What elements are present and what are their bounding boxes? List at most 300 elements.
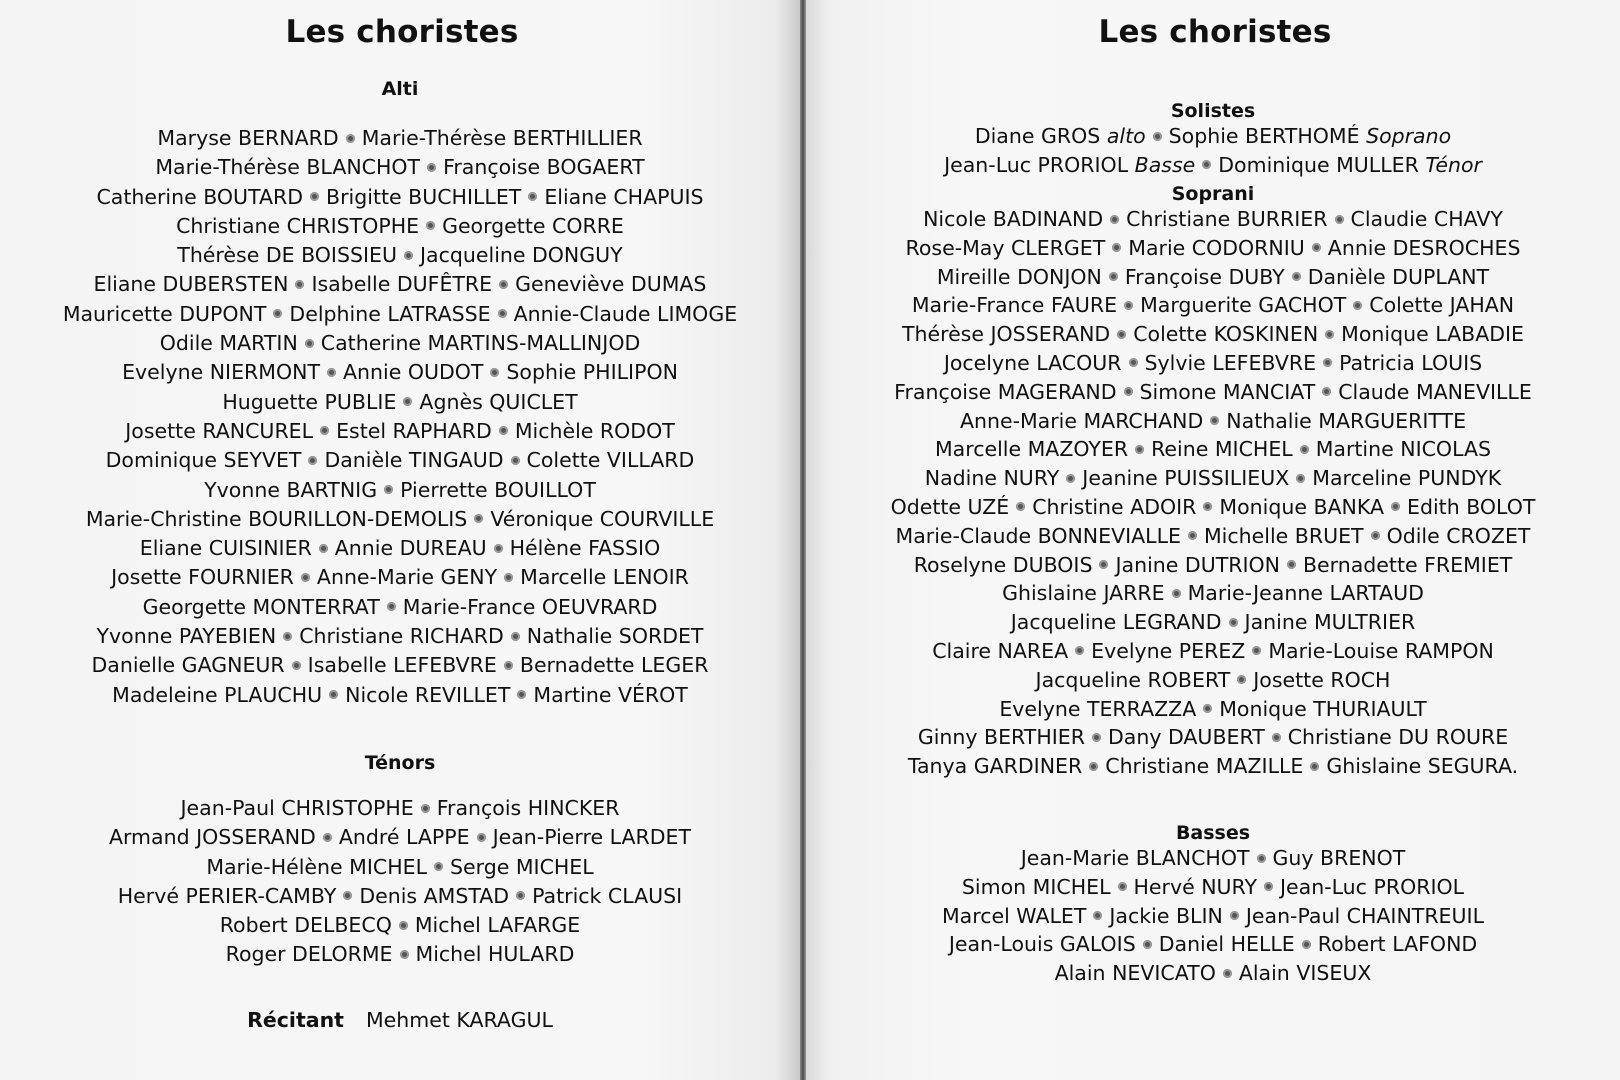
alti-list [0, 124, 800, 710]
singer-name: Hélène FASSIO [509, 536, 661, 561]
name-line [806, 959, 1620, 988]
singer-name: Marie-Thérèse BLANCHOT [155, 155, 421, 180]
name-line [806, 930, 1620, 959]
singer-name: Eliane CUISINIER [139, 536, 312, 561]
right-page-title: Les choristes [1098, 14, 1332, 50]
singer-name: Isabelle LEFEBVRE [307, 653, 497, 678]
name-line [806, 151, 1620, 180]
name-line [0, 417, 800, 446]
singer-name: Mauricette DUPONT [62, 301, 267, 326]
bullet-separator-icon [499, 426, 508, 435]
singer-name: Janine MULTRIER [1244, 610, 1416, 635]
singer-name: Thérèse DE BOISSIEU [177, 243, 397, 268]
name-line [806, 263, 1620, 292]
singer-name: Martine VÉROT [533, 682, 688, 707]
bullet-separator-icon [1371, 531, 1380, 540]
bullet-separator-icon [403, 397, 412, 406]
name-line [0, 388, 800, 417]
bullet-separator-icon [1203, 502, 1212, 511]
singer-name: Janine DUTRION [1115, 552, 1280, 577]
voice-role: Basse [1134, 152, 1196, 177]
singer-name: Annie OUDOT [342, 360, 484, 385]
bullet-separator-icon [494, 544, 503, 553]
bullet-separator-icon [308, 456, 317, 465]
bullet-separator-icon [387, 602, 396, 611]
name-line [0, 270, 800, 299]
name-line [0, 651, 800, 680]
name-line [0, 124, 800, 153]
bullet-separator-icon [517, 690, 526, 699]
soprani-section [806, 183, 1620, 781]
singer-name: Odile CROZET [1386, 523, 1531, 548]
bullet-separator-icon [426, 221, 435, 230]
basses-section [806, 822, 1620, 988]
bullet-separator-icon [1292, 272, 1301, 281]
name-line [0, 593, 800, 622]
singer-name: Françoise DUBY [1124, 264, 1285, 289]
name-line [0, 882, 800, 911]
name-line [0, 794, 800, 823]
bullet-separator-icon [400, 950, 409, 959]
singer-name: Evelyne PEREZ [1091, 638, 1246, 663]
singer-name: Christiane CHRISTOPHE [176, 213, 420, 238]
bullet-separator-icon [427, 163, 436, 172]
singer-name: Denis AMSTAD [359, 883, 510, 908]
name-line [0, 241, 800, 270]
singer-name: Claire NAREA [932, 638, 1069, 663]
singer-name: Alain NEVICATO [1054, 961, 1216, 986]
bullet-separator-icon [1323, 358, 1332, 367]
singer-name: Danielle GAGNEUR [91, 653, 285, 678]
name-line [806, 378, 1620, 407]
singer-name: Evelyne TERRAZZA [999, 696, 1197, 721]
singer-name: Annie-Claude LIMOGE [513, 301, 738, 326]
singer-name: Jean-Paul CHAINTREUIL [1245, 903, 1484, 928]
singer-name: Simone MANCIAT [1139, 379, 1316, 404]
singer-name: Marcel WALET [941, 903, 1087, 928]
singer-name: Jacqueline DONGUY [420, 243, 623, 268]
bullet-separator-icon [384, 485, 393, 494]
singer-name: Josette ROCH [1253, 667, 1391, 692]
bullet-separator-icon [404, 251, 413, 260]
singer-name: Jocelyne LACOUR [943, 350, 1122, 375]
bullet-separator-icon [346, 134, 355, 143]
bullet-separator-icon [1391, 502, 1400, 511]
name-line [806, 407, 1620, 436]
singer-name: Christiane DU ROURE [1287, 725, 1509, 750]
singer-name: Nathalie SORDET [526, 624, 704, 649]
bullet-separator-icon [292, 661, 301, 670]
singer-name: Nicole BADINAND [923, 207, 1104, 231]
bullet-separator-icon [305, 339, 314, 348]
bullet-separator-icon [320, 426, 329, 435]
singer-name: Colette KOSKINEN [1133, 322, 1319, 347]
name-line [806, 666, 1620, 695]
bullet-separator-icon [399, 921, 408, 930]
singer-name: Marie CODORNIU [1128, 235, 1305, 260]
voice-role: Ténor [1425, 152, 1482, 177]
singer-name: André LAPPE [338, 825, 470, 850]
singer-name: Roger DELORME [225, 942, 393, 967]
solistes-section [806, 100, 1620, 180]
name-line [0, 446, 800, 475]
name-line [806, 291, 1620, 320]
singer-name: Jean-Louis GALOIS [948, 932, 1136, 957]
name-line [0, 153, 800, 182]
singer-name: Hervé PERIER-CAMBY [117, 883, 337, 908]
singer-name: Jacqueline ROBERT [1035, 667, 1231, 692]
name-line [0, 183, 800, 212]
singer-name: Armand JOSSERAND [108, 825, 316, 850]
singer-name: Sylvie LEFEBVRE [1144, 350, 1317, 375]
singer-name: Marguerite GACHOT [1140, 293, 1347, 318]
bullet-separator-icon [1223, 969, 1232, 978]
name-line [806, 493, 1620, 522]
singer-name: Marcelle MAZOYER [934, 437, 1129, 462]
name-line [0, 563, 800, 592]
bullet-separator-icon [319, 544, 328, 553]
bullet-separator-icon [516, 891, 525, 900]
singer-name: Sophie PHILIPON [506, 360, 678, 385]
singer-name: Simon MICHEL [961, 874, 1111, 899]
bullet-separator-icon [1202, 160, 1211, 169]
singer-name: Thérèse JOSSERAND [901, 322, 1111, 347]
bullet-separator-icon [1118, 882, 1127, 891]
singer-name: Michel HULARD [415, 942, 575, 967]
singer-name: Mireille DONJON [936, 264, 1102, 289]
bullet-separator-icon [1135, 445, 1144, 454]
soprani-heading: Soprani [1171, 183, 1255, 205]
bullet-separator-icon [1110, 215, 1119, 224]
name-line [806, 551, 1620, 580]
name-line [806, 695, 1620, 724]
bullet-separator-icon [1252, 646, 1261, 655]
singer-name: Dominique MULLER [1218, 152, 1419, 177]
singer-name: Diane GROS [974, 124, 1101, 148]
singer-name: Georgette CORRE [442, 213, 624, 238]
singer-name: Colette JAHAN [1369, 293, 1515, 318]
singer-name: Josette FOURNIER [111, 565, 294, 590]
singer-name: Yvonne BARTNIG [204, 477, 378, 502]
bullet-separator-icon [1310, 762, 1319, 771]
singer-name: Eliane DUBERSTEN [93, 272, 289, 297]
name-line [0, 534, 800, 563]
singer-name: Alain VISEUX [1238, 961, 1372, 986]
name-line [0, 622, 800, 651]
voice-role: Soprano [1366, 124, 1452, 148]
singer-name: François HINCKER [436, 796, 620, 820]
bullet-separator-icon [434, 862, 443, 871]
singer-name: Catherine BOUTARD [96, 184, 304, 209]
singer-name: Jean-Luc PRORIOL [1280, 874, 1465, 899]
bullet-separator-icon [1129, 358, 1138, 367]
bullet-separator-icon [343, 891, 352, 900]
alti-section [0, 78, 800, 710]
name-line [806, 349, 1620, 378]
singer-name: Danièle TINGAUD [324, 448, 504, 473]
singer-name: Delphine LATRASSE [289, 301, 491, 326]
solistes-heading: Solistes [1170, 100, 1256, 122]
singer-name: Madeleine PLAUCHU [112, 682, 323, 707]
singer-name: Brigitte BUCHILLET [326, 184, 522, 209]
bullet-separator-icon [1230, 911, 1239, 920]
singer-name: Estel RAPHARD [336, 418, 492, 443]
singer-name: Colette VILLARD [526, 448, 695, 473]
singer-name: Nathalie MARGUERITTE [1226, 408, 1467, 433]
singer-name: Tanya GARDINER [907, 754, 1083, 779]
bullet-separator-icon [490, 368, 499, 377]
bullet-separator-icon [323, 833, 332, 842]
name-line [0, 911, 800, 940]
bullet-separator-icon [1203, 704, 1212, 713]
singer-name: Patricia LOUIS [1339, 350, 1483, 375]
name-line [806, 122, 1620, 151]
singer-name: Patrick CLAUSI [532, 883, 683, 908]
singer-name: Jean-Marie BLANCHOT [1020, 846, 1250, 870]
singer-name: Rose-May CLERGET [905, 235, 1106, 260]
bullet-separator-icon [1099, 560, 1108, 569]
basses-heading: Basses [1175, 822, 1251, 844]
singer-name: Odette UZÉ [890, 494, 1010, 519]
bullet-separator-icon [1093, 911, 1102, 920]
singer-name: Marie-France FAURE [911, 293, 1118, 318]
singer-name: Ghislaine SEGURA. [1326, 754, 1519, 779]
recitant-line [0, 1008, 800, 1032]
bullet-separator-icon [1229, 618, 1238, 627]
bullet-separator-icon [511, 632, 520, 641]
singer-name: Anne-Marie MARCHAND [959, 408, 1204, 433]
name-line [0, 853, 800, 882]
bullet-separator-icon [1172, 589, 1181, 598]
singer-name: Agnès QUICLET [419, 389, 578, 414]
alti-heading: Alti [381, 78, 419, 100]
bullet-separator-icon [1124, 387, 1133, 396]
singer-name: Huguette PUBLIE [222, 389, 397, 414]
bullet-separator-icon [1237, 675, 1246, 684]
singer-name: Jean-Luc PRORIOL [944, 152, 1129, 177]
singer-name: Marie-Thérèse BERTHILLIER [361, 126, 643, 150]
name-line [0, 476, 800, 505]
bullet-separator-icon [329, 690, 338, 699]
name-line [806, 873, 1620, 902]
bullet-separator-icon [1264, 882, 1273, 891]
name-line [806, 464, 1620, 493]
singer-name: Eliane CHAPUIS [544, 184, 704, 209]
singer-name: Dominique SEYVET [105, 448, 302, 473]
bullet-separator-icon [1335, 215, 1344, 224]
left-page [0, 0, 800, 1080]
singer-name: Catherine MARTINS-MALLINJOD [320, 331, 641, 356]
bullet-separator-icon [1272, 733, 1281, 742]
bullet-separator-icon [301, 573, 310, 582]
soprani-list [806, 205, 1620, 781]
bullet-separator-icon [1143, 940, 1152, 949]
singer-name: Maryse BERNARD [157, 126, 339, 150]
singer-name: Michèle RODOT [514, 418, 675, 443]
name-line [806, 205, 1620, 234]
singer-name: Marie-Claude BONNEVIALLE [895, 523, 1181, 548]
bullet-separator-icon [1257, 854, 1266, 863]
name-line [0, 681, 800, 710]
bullet-separator-icon [511, 456, 520, 465]
bullet-separator-icon [327, 368, 336, 377]
bullet-separator-icon [1325, 330, 1334, 339]
singer-name: Marie-Hélène MICHEL [206, 854, 427, 879]
name-line [806, 608, 1620, 637]
singer-name: Robert DELBECQ [219, 913, 392, 938]
singer-name: Jean-Pierre LARDET [492, 825, 692, 850]
name-line [0, 212, 800, 241]
name-line [0, 505, 800, 534]
name-line [806, 234, 1620, 263]
bullet-separator-icon [283, 632, 292, 641]
bullet-separator-icon [1109, 272, 1118, 281]
bullet-separator-icon [273, 309, 282, 318]
singer-name: Evelyne NIERMONT [122, 360, 320, 385]
recitant-name: Mehmet KARAGUL [365, 1008, 553, 1032]
singer-name: Anne-Marie GENY [316, 565, 498, 590]
singer-name: Ginny BERTHIER [917, 725, 1085, 750]
singer-name: Annie DESROCHES [1327, 235, 1521, 260]
bullet-separator-icon [310, 192, 319, 201]
singer-name: Josette RANCUREL [125, 418, 314, 443]
bullet-separator-icon [477, 833, 486, 842]
bullet-separator-icon [1353, 301, 1362, 310]
recitant-label: Récitant [247, 1008, 344, 1032]
basses-list [806, 844, 1620, 988]
singer-name: Véronique COURVILLE [490, 506, 715, 531]
name-line [806, 844, 1620, 873]
singer-name: Monique LABADIE [1341, 322, 1525, 347]
singer-name: Danièle DUPLANT [1307, 264, 1490, 289]
tenors-section [0, 752, 800, 970]
singer-name: Monique BANKA [1219, 494, 1384, 519]
singer-name: Pierrette BOUILLOT [400, 477, 596, 502]
singer-name: Nicole REVILLET [345, 682, 511, 707]
left-page-title: Les choristes [285, 14, 519, 50]
bullet-separator-icon [1153, 132, 1162, 141]
singer-name: Françoise BOGAERT [443, 155, 645, 180]
singer-name: Claudie CHAVY [1350, 207, 1503, 231]
bullet-separator-icon [504, 573, 513, 582]
bullet-separator-icon [295, 280, 304, 289]
singer-name: Marie-Louise RAMPON [1268, 638, 1494, 663]
bullet-separator-icon [1092, 733, 1101, 742]
bullet-separator-icon [1312, 243, 1321, 252]
singer-name: Geneviève DUMAS [515, 272, 707, 297]
bullet-separator-icon [504, 661, 513, 670]
bullet-separator-icon [498, 309, 507, 318]
name-line [0, 823, 800, 852]
voice-role: alto [1106, 124, 1146, 148]
singer-name: Martine NICOLAS [1315, 437, 1491, 462]
singer-name: Jean-Paul CHRISTOPHE [180, 796, 414, 820]
singer-name: Michel LAFARGE [414, 913, 581, 938]
singer-name: Christiane BURRIER [1126, 207, 1328, 231]
singer-name: Monique THURIAULT [1219, 696, 1427, 721]
singer-name: Georgette MONTERRAT [142, 594, 380, 619]
name-line [806, 902, 1620, 931]
bullet-separator-icon [1124, 301, 1133, 310]
bullet-separator-icon [1066, 474, 1075, 483]
solistes-list [806, 122, 1620, 180]
tenors-list [0, 794, 800, 970]
singer-name: Annie DUREAU [334, 536, 487, 561]
bullet-separator-icon [421, 804, 430, 813]
name-line [806, 435, 1620, 464]
singer-name: Nadine NURY [924, 466, 1060, 491]
name-line [806, 752, 1620, 781]
singer-name: Yvonne PAYEBIEN [96, 624, 277, 649]
singer-name: Christiane MAZILLE [1105, 754, 1304, 779]
singer-name: Serge MICHEL [450, 854, 594, 879]
singer-name: Christine ADOIR [1032, 494, 1197, 519]
singer-name: Daniel HELLE [1158, 932, 1295, 957]
singer-name: Françoise MAGERAND [894, 379, 1117, 404]
name-line [0, 300, 800, 329]
bullet-separator-icon [1296, 474, 1305, 483]
singer-name: Jacqueline LEGRAND [1010, 610, 1222, 635]
singer-name: Marie-Jeanne LARTAUD [1187, 581, 1424, 606]
bullet-separator-icon [1287, 560, 1296, 569]
singer-name: Robert LAFOND [1317, 932, 1478, 957]
singer-name: Guy BRENOT [1272, 846, 1406, 870]
singer-name: Marceline PUNDYK [1312, 466, 1502, 491]
bullet-separator-icon [1016, 502, 1025, 511]
singer-name: Bernadette LEGER [519, 653, 709, 678]
bullet-separator-icon [1117, 330, 1126, 339]
singer-name: Christiane RICHARD [299, 624, 504, 649]
bullet-separator-icon [474, 514, 483, 523]
name-line [0, 940, 800, 969]
tenors-heading: Ténors [364, 752, 436, 774]
bullet-separator-icon [1112, 243, 1121, 252]
name-line [806, 637, 1620, 666]
bullet-separator-icon [1322, 387, 1331, 396]
singer-name: Michelle BRUET [1203, 523, 1364, 548]
singer-name: Claude MANEVILLE [1338, 379, 1532, 404]
singer-name: Isabelle DUFÊTRE [311, 272, 493, 297]
singer-name: Jackie BLIN [1109, 903, 1223, 928]
bullet-separator-icon [1075, 646, 1084, 655]
singer-name: Marcelle LENOIR [520, 565, 689, 590]
singer-name: Jeanine PUISSILIEUX [1082, 466, 1290, 491]
singer-name: Ghislaine JARRE [1002, 581, 1165, 606]
singer-name: Sophie BERTHOMÉ [1168, 124, 1360, 148]
bullet-separator-icon [1089, 762, 1098, 771]
name-line [806, 320, 1620, 349]
name-line [0, 329, 800, 358]
bullet-separator-icon [1188, 531, 1197, 540]
name-line [806, 723, 1620, 752]
singer-name: Bernadette FREMIET [1302, 552, 1513, 577]
singer-name: Roselyne DUBOIS [913, 552, 1093, 577]
name-line [0, 358, 800, 387]
singer-name: Hervé NURY [1133, 874, 1258, 899]
right-page [806, 0, 1620, 1080]
singer-name: Marie-France OEUVRARD [402, 594, 658, 619]
name-line [806, 579, 1620, 608]
singer-name: Odile MARTIN [159, 331, 298, 356]
bullet-separator-icon [528, 192, 537, 201]
name-line [806, 522, 1620, 551]
singer-name: Reine MICHEL [1151, 437, 1293, 462]
singer-name: Edith BOLOT [1407, 494, 1536, 519]
bullet-separator-icon [499, 280, 508, 289]
bullet-separator-icon [1210, 416, 1219, 425]
singer-name: Marie-Christine BOURILLON-DEMOLIS [85, 506, 468, 531]
bullet-separator-icon [1300, 445, 1309, 454]
